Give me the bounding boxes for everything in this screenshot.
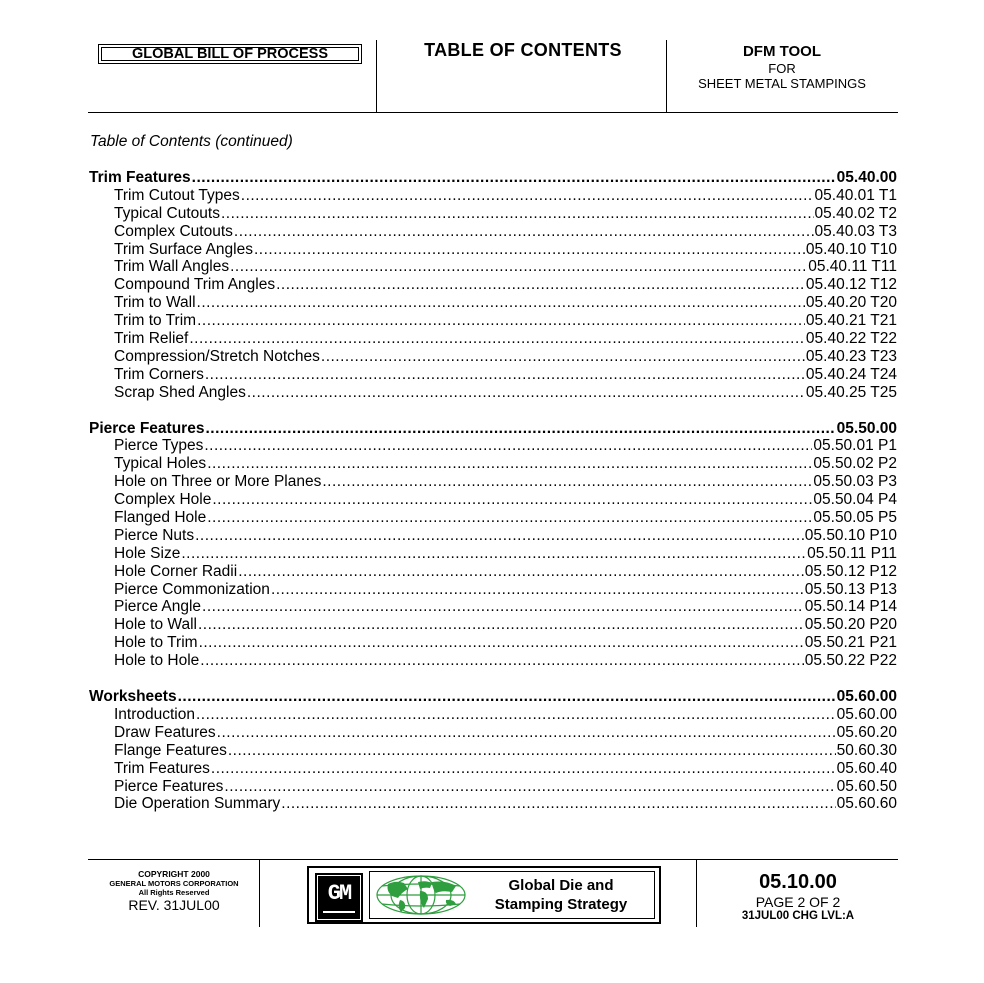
toc-entry — [89, 634, 897, 652]
toc-entry-page: 05.50.01 P1 — [813, 437, 897, 455]
toc-entry-label: Trim Wall Angles — [114, 258, 230, 276]
gm-logo-underline — [323, 911, 355, 913]
strategy-line-2: Stamping Strategy — [494, 896, 628, 913]
toc-entry-page: 50.60.30 — [836, 741, 897, 759]
toc-section-heading — [89, 169, 897, 187]
toc-section-heading — [89, 420, 897, 438]
dot-leader — [254, 241, 805, 259]
toc-entry-label: Introduction — [114, 705, 195, 723]
dot-leader — [189, 330, 805, 348]
page-footer — [88, 859, 898, 929]
toc-entry-label: Compression/Stretch Notches — [114, 347, 320, 365]
toc-entry — [89, 258, 897, 276]
header-divider-left — [376, 40, 377, 112]
toc-entry — [89, 795, 897, 813]
toc-entry-page: 05.50.04 P4 — [813, 491, 897, 509]
dot-leader — [178, 688, 836, 706]
toc-entry — [89, 652, 897, 670]
toc-entry-page: 05.50.00 — [836, 419, 897, 437]
toc-entry-page: 05.50.22 P22 — [804, 652, 897, 670]
toc-section — [89, 688, 897, 813]
change-level-label: 31JUL00 CHG LVL:A — [741, 910, 855, 922]
page-title: TABLE OF CONTENTS — [424, 40, 622, 60]
dfm-for-label: FOR — [768, 61, 796, 76]
toc-entry-label: Trim to Wall — [114, 294, 196, 312]
page-number-block — [698, 869, 898, 923]
toc-entry-page: 05.50.20 P20 — [804, 616, 897, 634]
copyright-block — [88, 869, 260, 913]
toc-entry-page: 05.40.20 T20 — [805, 294, 897, 312]
dot-leader — [276, 276, 805, 294]
toc-entry-label: Flanged Hole — [114, 509, 207, 527]
dot-leader — [198, 616, 804, 634]
dot-leader — [211, 760, 836, 778]
toc-entry — [89, 724, 897, 742]
toc-entry-label: Typical Holes — [114, 455, 207, 473]
dot-leader — [199, 634, 804, 652]
toc-entry-label: Flange Features — [114, 741, 227, 759]
toc-entry-label: Pierce Angle — [114, 598, 202, 616]
page-of-label: PAGE 2 OF 2 — [755, 894, 841, 910]
toc-entry — [89, 706, 897, 724]
toc-entry — [89, 760, 897, 778]
toc-entry — [89, 384, 897, 402]
toc-entry-label: Hole to Trim — [114, 634, 198, 652]
toc-entry — [89, 778, 897, 796]
toc-entry-label: Compound Trim Angles — [114, 276, 276, 294]
toc-entry-label: Pierce Commonization — [114, 580, 270, 598]
toc-entry-page: 05.60.50 — [836, 777, 897, 795]
gm-logo-icon — [315, 873, 363, 922]
company-label: GENERAL MOTORS CORPORATION — [109, 879, 239, 888]
toc-entry-page: 05.40.00 — [836, 169, 897, 186]
dot-leader — [195, 527, 804, 545]
toc-entry-label: Worksheets — [89, 688, 177, 706]
header-divider-right — [666, 40, 667, 112]
dot-leader — [228, 742, 836, 760]
toc-entry — [89, 598, 897, 616]
toc-entry-page: 05.40.10 T10 — [805, 240, 897, 258]
toc-entry — [89, 312, 897, 330]
toc-entry-label: Trim to Trim — [114, 312, 197, 330]
toc-entry — [89, 473, 897, 491]
toc-entry-page: 05.40.11 T11 — [808, 258, 897, 276]
toc-entry — [89, 348, 897, 366]
toc-entry — [89, 223, 897, 241]
toc-entry-label: Trim Corners — [114, 365, 204, 383]
dfm-tool-label: DFM TOOL — [742, 43, 822, 60]
toc-entry — [89, 455, 897, 473]
strategy-line-1: Global Die and — [508, 877, 614, 894]
toc-entry-page: 05.60.60 — [836, 795, 897, 813]
toc-entry — [89, 545, 897, 563]
toc-entry — [89, 205, 897, 223]
toc-entry — [89, 366, 897, 384]
dfm-subject-label: SHEET METAL STAMPINGS — [698, 76, 866, 91]
toc-entry-label: Die Operation Summary — [114, 795, 281, 813]
toc-entry — [89, 330, 897, 348]
dot-leader — [181, 545, 806, 563]
toc-entry-page: 05.50.14 P14 — [804, 598, 897, 616]
dot-leader — [212, 491, 812, 509]
global-bill-of-process-label: GLOBAL BILL OF PROCESS — [101, 47, 359, 61]
dot-leader — [238, 563, 804, 581]
toc-entry-label: Trim Relief — [114, 330, 189, 348]
toc-entry-page: 05.50.12 P12 — [804, 562, 897, 580]
gm-logo-text: GM — [327, 881, 351, 906]
global-bill-of-process-box — [98, 44, 362, 64]
toc-entry — [89, 581, 897, 599]
strategy-banner — [369, 871, 655, 919]
toc-entry-page: 05.50.13 P13 — [804, 580, 897, 598]
toc-entry-page: 05.50.05 P5 — [813, 509, 897, 527]
dot-leader — [207, 509, 812, 527]
dot-leader — [200, 652, 803, 670]
toc-entry-label: Hole to Hole — [114, 652, 200, 670]
toc-entry — [89, 563, 897, 581]
toc-section — [89, 169, 897, 402]
toc-entry-page: 05.40.12 T12 — [805, 276, 897, 294]
toc-entry-page: 05.60.00 — [836, 688, 897, 706]
toc-entry-page: 05.40.02 T2 — [814, 204, 897, 222]
dot-leader — [197, 294, 805, 312]
toc-entry-page: 05.50.10 P10 — [804, 526, 897, 544]
toc-entry-page: 05.50.21 P21 — [804, 634, 897, 652]
dot-leader — [217, 724, 836, 742]
dot-leader — [205, 420, 835, 438]
toc-entry — [89, 616, 897, 634]
table-of-contents — [89, 169, 897, 831]
toc-entry-label: Hole to Wall — [114, 616, 197, 634]
toc-entry-page: 05.50.11 P11 — [807, 544, 897, 562]
toc-entry-label: Complex Cutouts — [114, 222, 233, 240]
dot-leader — [322, 473, 812, 491]
dot-leader — [204, 437, 812, 455]
toc-entry — [89, 276, 897, 294]
dot-leader — [224, 778, 835, 796]
toc-section-heading — [89, 688, 897, 706]
dot-leader — [271, 581, 804, 599]
toc-entry — [89, 241, 897, 259]
dot-leader — [281, 795, 835, 813]
toc-entry — [89, 187, 897, 205]
footer-rule — [88, 859, 898, 860]
toc-entry — [89, 294, 897, 312]
page-header — [88, 40, 898, 114]
toc-entry — [89, 509, 897, 527]
dot-leader — [196, 706, 836, 724]
strategy-text — [470, 876, 652, 914]
toc-entry-page: 05.40.22 T22 — [805, 330, 897, 348]
toc-entry-page: 05.60.20 — [836, 723, 897, 741]
toc-entry-label: Hole Corner Radii — [114, 562, 238, 580]
dot-leader — [205, 366, 805, 384]
toc-entry-label: Draw Features — [114, 723, 216, 741]
toc-entry-page: 05.50.03 P3 — [813, 473, 897, 491]
toc-entry-label: Pierce Types — [114, 437, 204, 455]
dot-leader — [321, 348, 805, 366]
rights-label: All Rights Reserved — [138, 888, 210, 897]
revision-label: REV. 31JUL00 — [128, 897, 220, 913]
dot-leader — [234, 223, 814, 241]
toc-entry — [89, 437, 897, 455]
toc-entry-page: 05.50.02 P2 — [813, 455, 897, 473]
toc-entry — [89, 527, 897, 545]
toc-entry-label: Pierce Features — [89, 419, 205, 437]
footer-divider-left — [259, 859, 260, 927]
toc-entry-label: Trim Features — [114, 759, 210, 777]
toc-entry-label: Typical Cutouts — [114, 204, 220, 222]
copyright-label: COPYRIGHT 2000 — [138, 869, 210, 879]
dot-leader — [202, 598, 804, 616]
toc-entry-label: Trim Cutout Types — [114, 186, 240, 204]
toc-entry-label: Scrap Shed Angles — [114, 383, 246, 401]
toc-entry-label: Hole Size — [114, 544, 181, 562]
toc-entry — [89, 742, 897, 760]
dot-leader — [247, 384, 805, 402]
dot-leader — [192, 169, 836, 187]
globe-icon — [374, 874, 468, 916]
toc-subtitle: Table of Contents (continued) — [90, 133, 293, 150]
toc-entry-page: 05.40.21 T21 — [805, 312, 897, 330]
toc-entry-label: Hole on Three or More Planes — [114, 473, 322, 491]
toc-entry-label: Pierce Nuts — [114, 526, 195, 544]
toc-entry — [89, 491, 897, 509]
strategy-logo — [307, 866, 661, 924]
dot-leader — [230, 258, 807, 276]
dot-leader — [241, 187, 814, 205]
toc-entry-label: Trim Surface Angles — [114, 240, 253, 258]
toc-entry-label: Complex Hole — [114, 491, 212, 509]
toc-entry-page: 05.40.25 T25 — [805, 383, 897, 401]
document-number: 05.10.00 — [759, 871, 837, 893]
dot-leader — [197, 312, 805, 330]
toc-entry-page: 05.40.23 T23 — [805, 347, 897, 365]
toc-entry-label: Pierce Features — [114, 777, 224, 795]
dot-leader — [207, 455, 812, 473]
toc-entry-page: 05.60.00 — [836, 705, 897, 723]
toc-section — [89, 420, 897, 670]
footer-divider-right — [696, 859, 697, 927]
toc-entry-label: Trim Features — [89, 169, 191, 186]
header-rule — [88, 112, 898, 113]
toc-entry-page: 05.40.24 T24 — [805, 365, 897, 383]
toc-entry-page: 05.40.03 T3 — [814, 222, 897, 240]
toc-entry-page: 05.60.40 — [836, 759, 897, 777]
dfm-tool-block — [670, 43, 894, 91]
dot-leader — [221, 205, 814, 223]
toc-entry-page: 05.40.01 T1 — [814, 186, 897, 204]
